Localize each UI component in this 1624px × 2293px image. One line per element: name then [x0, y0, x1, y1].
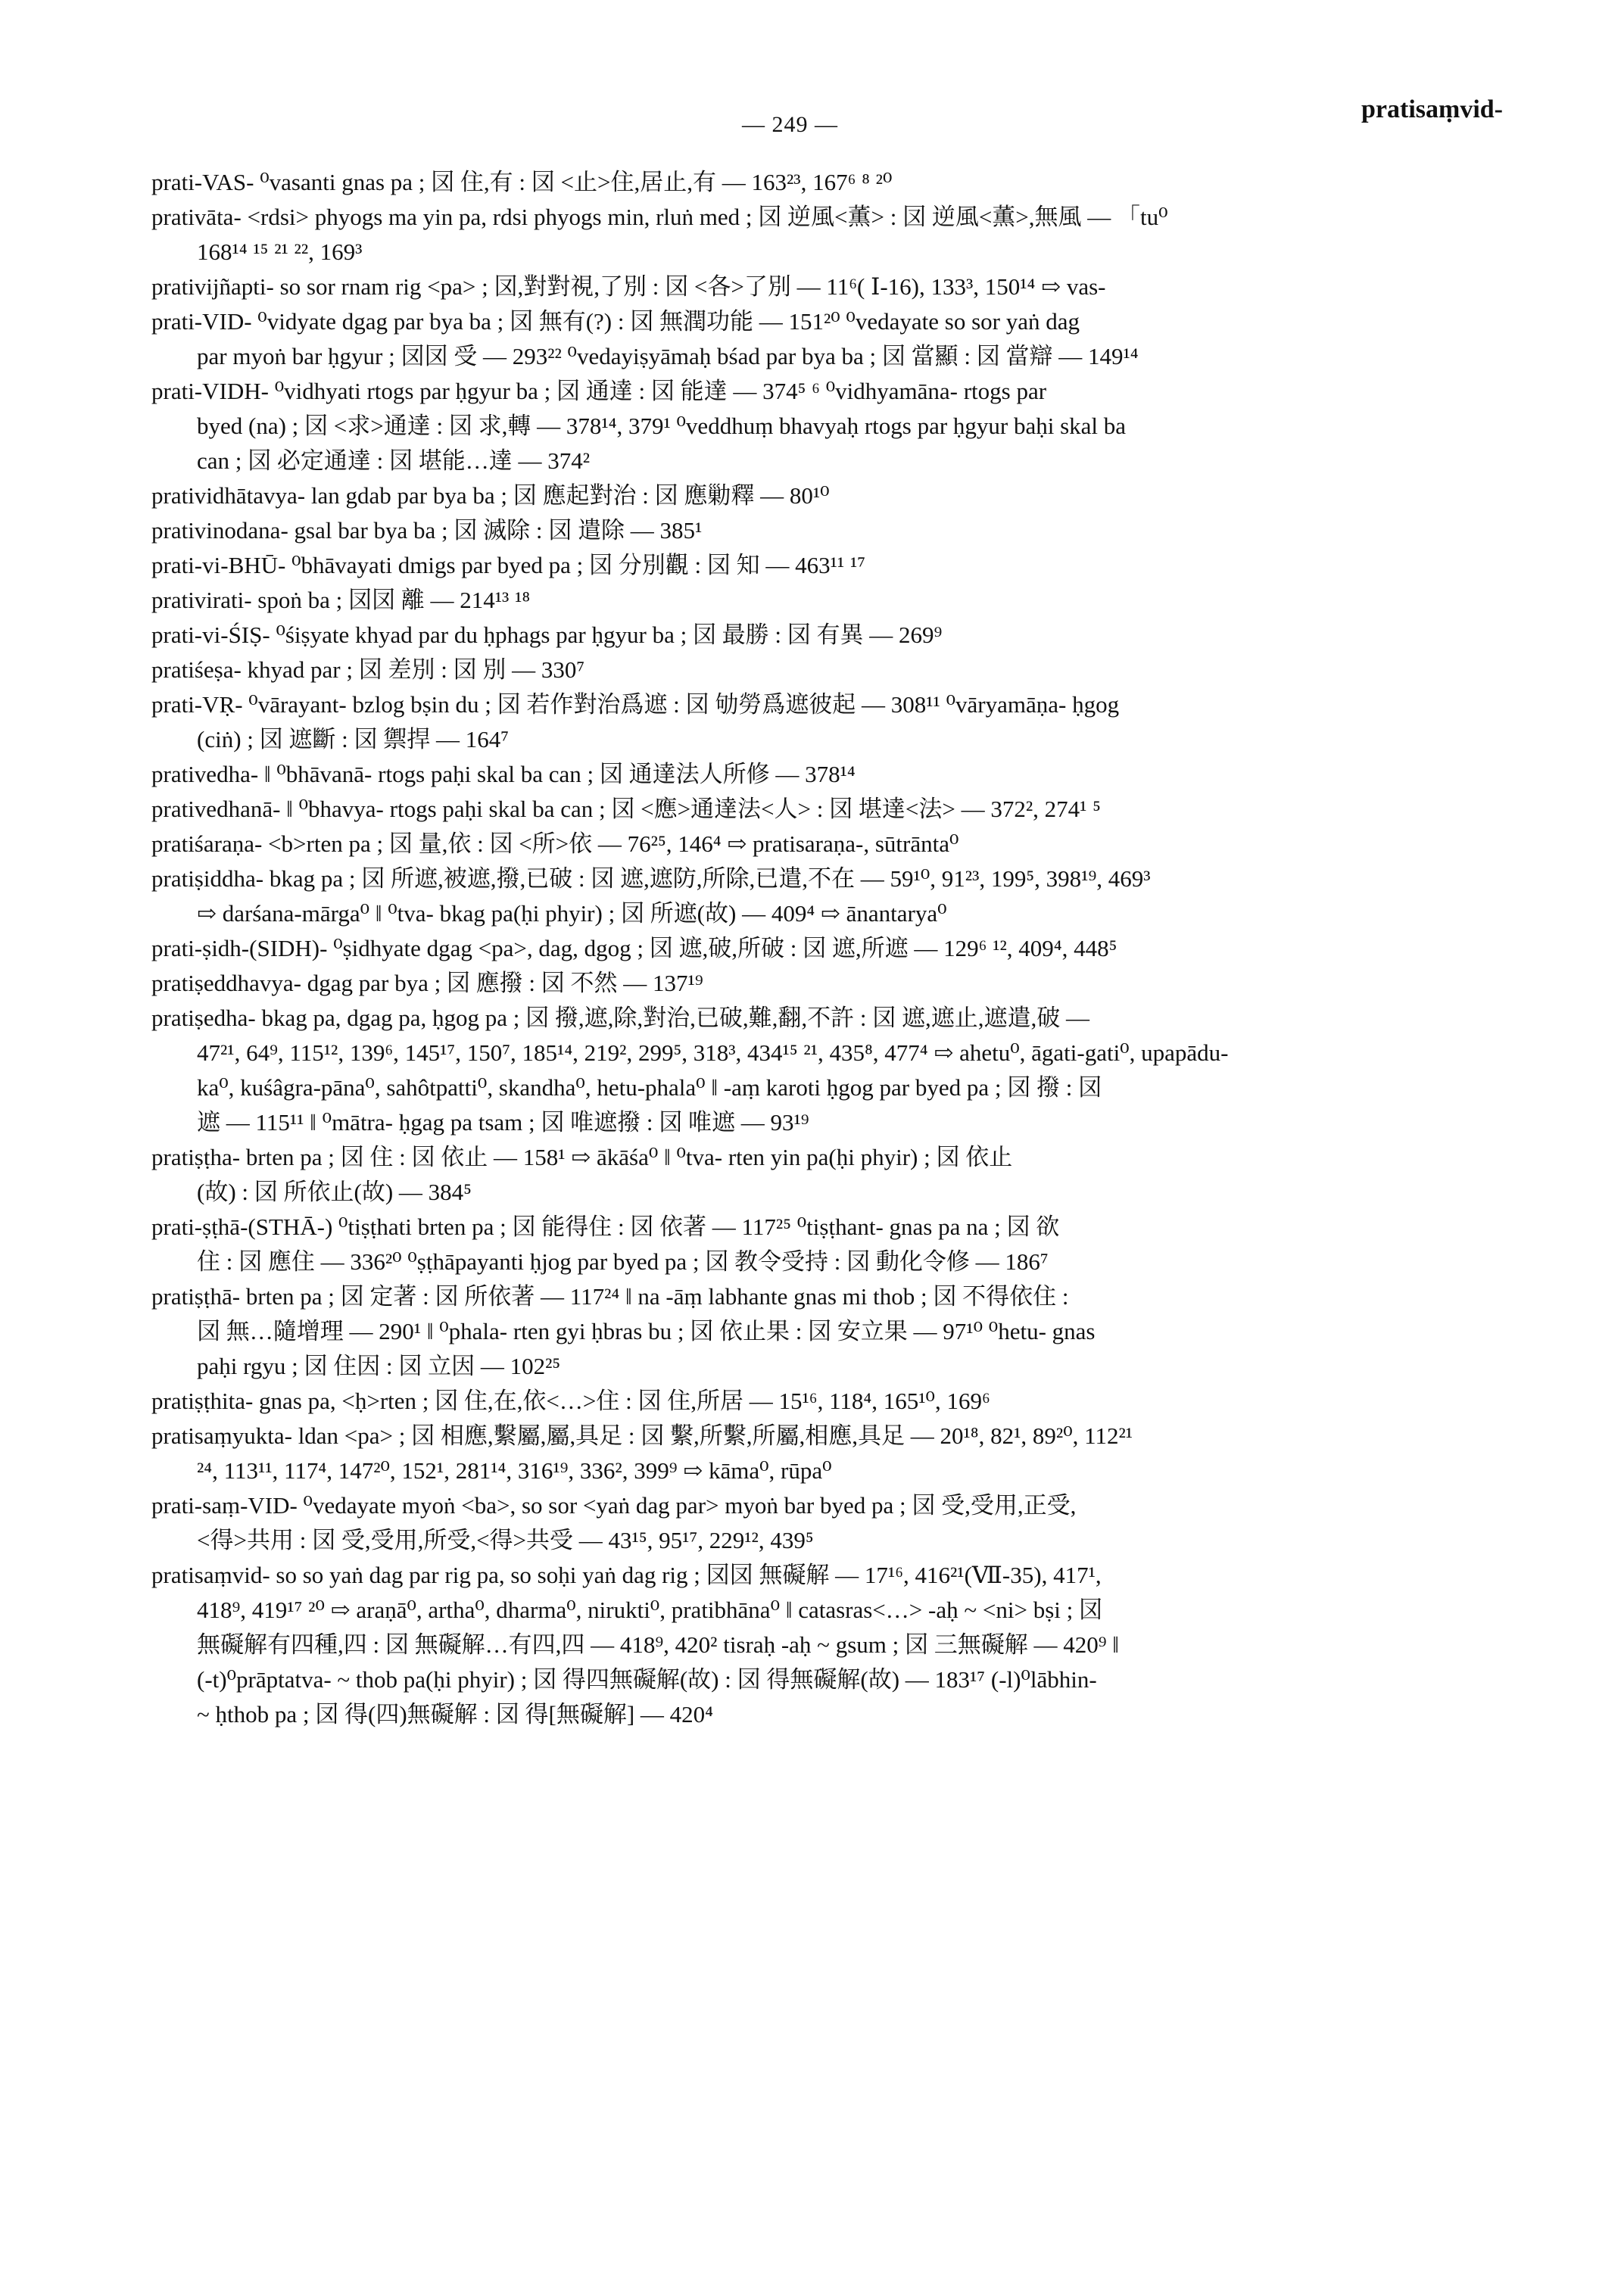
entry-line-head: pratisaṃyukta- ldan <pa> ; 㘝 相應,繫屬,屬,具足 : 㘝 繫,所繫,所屬,相應,具足 — 20¹⁸, 82¹, 89²⁰, 112²¹ [151, 1422, 1133, 1449]
dictionary-entry [151, 1558, 1507, 1732]
entry-line-head: pratiṣiddha- bkag pa ; 㘝 所遮,被遮,撥,已破 : 㘝 遮,遮防,所除,已遣,不在 — 59¹⁰, 91²³, 199⁵, 398¹⁹, 469³ [151, 865, 1151, 892]
dictionary-entry [151, 1279, 1507, 1384]
entry-line-continuation: ~ ḥthob pa ; 㘝 得(四)無礙解 : 㘝 得[無礙解] — 420⁴ [197, 1701, 713, 1728]
entry-line-continuation: 㘝 無…隨增理 — 290¹ ‖ ⁰phala- rten gyi ḥbras bu ; 㘝 依止果 : 㘝 安立果 — 97¹⁰ ⁰hetu- gnas [197, 1318, 1096, 1344]
dictionary-entry [151, 827, 1507, 861]
dictionary-entry [151, 618, 1507, 653]
dictionary-entry [151, 1488, 1507, 1558]
entry-line-head: prati-ṣṭhā-(STHĀ-) ⁰tiṣṭhati brten pa ; 㘝 能得住 : 㘝 依著 — 117²⁵ ⁰tiṣṭhant- gnas pa na ; 㘝 欲 [151, 1213, 1060, 1240]
entry-line-head: prativirati- spoṅ ba ; 㘝㘝 離 — 214¹³ ¹⁸ [151, 587, 531, 613]
dictionary-entry [151, 269, 1507, 304]
entry-line-head: pratiṣṭhita- gnas pa, <ḥ>rten ; 㘝 住,在,依<…>住 : 㘝 住,所居 — 15¹⁶, 118⁴, 165¹⁰, 169⁶ [151, 1388, 990, 1414]
dictionary-entry [151, 1210, 1507, 1279]
entry-line-continuation: 168¹⁴ ¹⁵ ²¹ ²², 169³ [197, 238, 363, 265]
entry-line-continuation: 住 : 㘝 應住 — 336²⁰ ⁰ṣṭhāpayanti ḥjog par byed pa ; 㘝 教令受持 : 㘝 動化令修 — 186⁷ [197, 1248, 1049, 1275]
dictionary-entry [151, 304, 1507, 374]
entry-line-head: prativijñapti- so sor rnam rig <pa> ; 㘝,對對視,了別 : 㘝 <各>了別 — 11⁶( Ⅰ-16), 133³, 150¹⁴ ⇨ vas- [151, 273, 1106, 300]
dictionary-entry [151, 931, 1507, 966]
entry-line-head: prati-ṣidh-(SIDH)- ⁰ṣidhyate dgag <pa>, dag, dgog ; 㘝 遮,破,所破 : 㘝 遮,所遮 — 129⁶ ¹², 409⁴, 448⁵ [151, 935, 1117, 961]
dictionary-entry [151, 653, 1507, 687]
dictionary-entry [151, 200, 1507, 269]
entry-line-head: prativinodana- gsal bar bya ba ; 㘝 滅除 : 㘝 遣除 — 385¹ [151, 517, 703, 544]
entry-line-head: prativedhanā- ‖ ⁰bhavya- rtogs paḥi skal ba can ; 㘝 <應>通達法<人> : 㘝 堪達<法> — 372², 274¹ ⁵ [151, 796, 1101, 822]
page-number: — 249 — [742, 112, 838, 137]
dictionary-entry [151, 583, 1507, 618]
entry-line-continuation: byed (na) ; 㘝 <求>通達 : 㘝 求,轉 — 378¹⁴, 379¹ ⁰veddhuṃ bhavyaḥ rtogs par ḥgyur baḥi skal ba [197, 413, 1127, 439]
entry-line-head: pratiśaraṇa- <b>rten pa ; 㘝 量,依 : 㘝 <所>依 — 76²⁵, 146⁴ ⇨ pratisaraṇa-, sūtrānta⁰ [151, 830, 959, 857]
dictionary-entry [151, 374, 1507, 478]
entry-line-head: prativedha- ‖ ⁰bhāvanā- rtogs paḥi skal ba can ; 㘝 通達法人所修 — 378¹⁴ [151, 761, 856, 787]
dictionary-entry [151, 478, 1507, 513]
entry-line-head: prati-saṃ-VID- ⁰vedayate myoṅ <ba>, so sor <yaṅ dag par> myoṅ bar byed pa ; 㘝 受,受用,正受, [151, 1492, 1077, 1519]
entry-line-continuation: 47²¹, 64⁹, 115¹², 139⁶, 145¹⁷, 150⁷, 185¹⁴, 219², 299⁵, 318³, 434¹⁵ ²¹, 435⁸, 477⁴ ⇨ ahetu⁰, āgati-gati⁰, upapādu- [197, 1039, 1229, 1066]
dictionary-entry [151, 966, 1507, 1001]
entry-line-head: pratisaṃvid- so so yaṅ dag par rig pa, so soḥi yaṅ dag rig ; 㘝㘝 無礙解 — 17¹⁶, 416²¹(Ⅶ-35), 417¹, [151, 1562, 1102, 1588]
dictionary-entry [151, 792, 1507, 827]
entry-line-head: pratiṣeddhavya- dgag par bya ; 㘝 應撥 : 㘝 不然 — 137¹⁹ [151, 970, 703, 996]
entry-line-continuation: ka⁰, kuśâgra-pāna⁰, sahôtpatti⁰, skandha⁰, hetu-phala⁰ ‖ -aṃ karoti ḥgog par byed pa ; 㘝 撥 : 㘝 [197, 1074, 1102, 1101]
entry-line-continuation: (故) : 㘝 所依止(故) — 384⁵ [197, 1179, 472, 1205]
dictionary-entry [151, 1140, 1507, 1210]
entry-line-head: prati-VID- ⁰vidyate dgag par bya ba ; 㘝 無有(?) : 㘝 無潤功能 — 151²⁰ ⁰vedayate so sor yaṅ dag [151, 308, 1080, 335]
dictionary-entry [151, 1419, 1507, 1488]
entry-line-head: prati-vi-ŚIṢ- ⁰śiṣyate khyad par du ḥphags par ḥgyur ba ; 㘝 最勝 : 㘝 有異 — 269⁹ [151, 622, 943, 648]
entry-line-continuation: can ; 㘝 必定通達 : 㘝 堪能…達 — 374² [197, 447, 591, 474]
dictionary-entry [151, 1384, 1507, 1419]
entry-line-continuation: (-t)⁰prāptatva- ~ thob pa(ḥi phyir) ; 㘝 得四無礙解(故) : 㘝 得無礙解(故) — 183¹⁷ (-l)⁰lābhin- [197, 1666, 1097, 1693]
entry-line-continuation: 418⁹, 419¹⁷ ²⁰ ⇨ araṇā⁰, artha⁰, dharma⁰, nirukti⁰, pratibhāna⁰ ‖ catasras<…> -aḥ ~ <ni> bṣi ; 㘝 [197, 1597, 1102, 1623]
entry-line-continuation: ⇨ darśana-mārga⁰ ‖ ⁰tva- bkag pa(ḥi phyir) ; 㘝 所遮(故) — 409⁴ ⇨ ānantarya⁰ [197, 900, 947, 927]
entry-line-head: prati-VIDH- ⁰vidhyati rtogs par ḥgyur ba ; 㘝 通達 : 㘝 能達 — 374⁵ ⁶ ⁰vidhyamāna- rtogs par [151, 378, 1047, 404]
dictionary-entry [151, 757, 1507, 792]
dictionary-entry [151, 1001, 1507, 1140]
dictionary-entry [151, 548, 1507, 583]
entry-line-continuation: par myoṅ bar ḥgyur ; 㘝㘝 受 — 293²² ⁰vedayiṣyāmaḥ bśad par bya ba ; 㘝 當顯 : 㘝 當辯 — 149¹⁴ [197, 343, 1139, 369]
dictionary-entry [151, 513, 1507, 548]
entry-line-head: pratiṣṭhā- brten pa ; 㘝 定著 : 㘝 所依著 — 117²⁴ ‖ na -āṃ labhante gnas mi thob ; 㘝 不得依住 : [151, 1283, 1069, 1310]
running-head: pratisaṃvid- [1361, 95, 1503, 123]
entry-line-head: prativāta- <rdsi> phyogs ma yin pa, rdsi phyogs min, rluṅ med ; 㘝 逆風<薫> : 㘝 逆風<薫>,無風 — 「tu⁰ [151, 204, 1168, 230]
entry-line-head: pratiṣedha- bkag pa, dgag pa, ḥgog pa ; 㘝 撥,遮,除,對治,已破,難,翻,不許 : 㘝 遮,遮止,遮遣,破 — [151, 1005, 1089, 1031]
entry-line-continuation: 遮 — 115¹¹ ‖ ⁰mātra- ḥgag pa tsam ; 㘝 唯遮撥 : 㘝 唯遮 — 93¹⁹ [197, 1109, 809, 1136]
entry-line-head: pratividhātavya- lan gdab par bya ba ; 㘝 應起對治 : 㘝 應勦釋 — 80¹⁰ [151, 482, 830, 509]
dictionary-entry [151, 687, 1507, 757]
entry-line-head: pratiṣṭha- brten pa ; 㘝 住 : 㘝 依止 — 158¹ ⇨ ākāśa⁰ ‖ ⁰tva- rten yin pa(ḥi phyir) ; 㘝 依止 [151, 1144, 1013, 1170]
entry-line-head: prati-vi-BHŪ- ⁰bhāvayati dmigs par byed pa ; 㘝 分別觀 : 㘝 知 — 463¹¹ ¹⁷ [151, 552, 866, 578]
entry-line-head: prati-VṚ- ⁰vārayant- bzlog bṣin du ; 㘝 若作對治爲遮 : 㘝 劬勞爲遮彼起 — 308¹¹ ⁰vāryamāṇa- ḥgog [151, 691, 1120, 718]
entry-line-continuation: (ciṅ) ; 㘝 遮斷 : 㘝 禦捍 — 164⁷ [197, 726, 510, 752]
entry-line-continuation: 無礙解有四種,四 : 㘝 無礙解…有四,四 — 418⁹, 420² tisraḥ -aḥ ~ gsum ; 㘝 三無礙解 — 420⁹ ‖ [197, 1631, 1119, 1658]
entry-line-continuation: ²⁴, 113¹¹, 117⁴, 147²⁰, 152¹, 281¹⁴, 316¹⁹, 336², 399⁹ ⇨ kāma⁰, rūpa⁰ [197, 1457, 832, 1484]
entry-line-head: prati-VAS- ⁰vasanti gnas pa ; 㘝 住,有 : 㘝 <止>住,居止,有 — 163²³, 167⁶ ⁸ ²⁰ [151, 169, 893, 195]
dictionary-entry [151, 861, 1507, 931]
entry-line-head: pratiśeṣa- khyad par ; 㘝 差別 : 㘝 別 — 330⁷ [151, 656, 585, 683]
dictionary-entry [151, 165, 1507, 200]
entry-list [151, 165, 1507, 1732]
entry-line-continuation: paḥi rgyu ; 㘝 住因 : 㘝 立因 — 102²⁵ [197, 1353, 561, 1379]
entry-line-continuation: <得>共用 : 㘝 受,受用,所受,<得>共受 — 43¹⁵, 95¹⁷, 229¹², 439⁵ [197, 1527, 814, 1553]
